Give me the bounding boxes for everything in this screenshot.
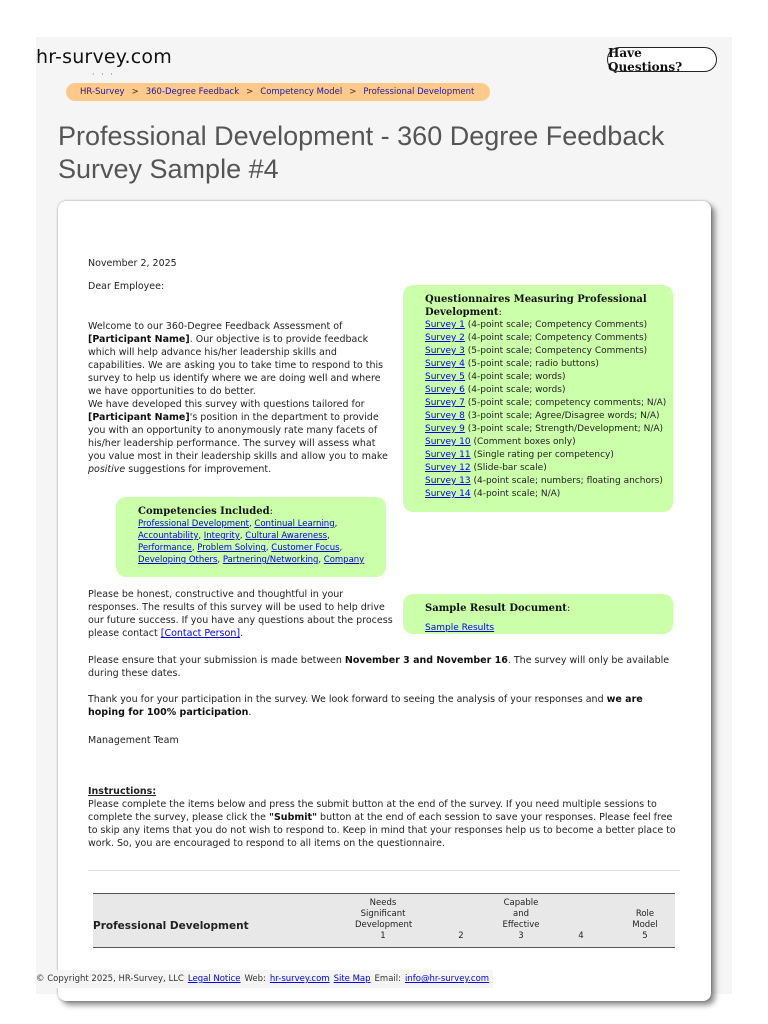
breadcrumb-separator: > xyxy=(246,87,254,97)
competency-link[interactable]: Partnering/Networking xyxy=(222,555,319,565)
col-number: 5 xyxy=(642,931,648,941)
survey-list-item xyxy=(425,397,665,410)
competency-link[interactable]: Professional Development xyxy=(138,519,250,529)
legal-notice-link[interactable]: Legal Notice xyxy=(187,974,241,984)
competency-link[interactable]: Problem Solving xyxy=(197,543,266,553)
competency-label: Professional Development xyxy=(93,920,249,932)
site-map-link[interactable]: Site Map xyxy=(333,974,371,984)
survey-list-item xyxy=(425,436,665,449)
col-label: Development xyxy=(355,920,413,930)
survey-description: (4-point scale; Competency Comments) xyxy=(464,333,648,343)
participant-name: [Participant Name] xyxy=(88,334,190,345)
text: . xyxy=(240,628,244,639)
scale-col-5 xyxy=(617,898,673,942)
letter-paragraph-thanks xyxy=(88,693,678,719)
survey-link[interactable]: Survey 5 xyxy=(425,372,465,382)
col-label: Capable xyxy=(503,898,539,908)
letter-paragraph-welcome xyxy=(88,320,393,398)
survey-description: (4-point scale; Competency Comments) xyxy=(464,320,648,330)
survey-description: (5-point scale; competency comments; N/A) xyxy=(464,398,667,408)
survey-link[interactable]: Survey 12 xyxy=(425,463,471,473)
heading-text: Questionnaires Measuring Professional Development xyxy=(425,294,647,318)
survey-description: (5-point scale; Competency Comments) xyxy=(464,346,648,356)
heading-text: Competencies Included xyxy=(138,506,270,517)
competency-link[interactable]: Continual Learning xyxy=(254,519,335,529)
colon: : xyxy=(269,506,274,517)
survey-list xyxy=(425,319,665,501)
letter-greeting: Dear Employee: xyxy=(88,281,165,292)
logo-subtext: · · · xyxy=(92,70,115,79)
survey-description: (3-point scale; Strength/Development; N/A) xyxy=(464,424,664,434)
text: button at the end of each session to save your responses. Please feel free to skip any items that you do not wish to respond to. Keep in mind that your responses help us to become a better place to work. So, you are encouraged to respond to all items on the questionnaire. xyxy=(88,812,676,849)
breadcrumb-360-feedback[interactable]: 360-Degree Feedback xyxy=(145,87,240,97)
survey-list-item xyxy=(425,449,665,462)
survey-link[interactable]: Survey 13 xyxy=(425,476,471,486)
survey-description: (4-point scale; words) xyxy=(464,385,566,395)
col-label: Model xyxy=(632,920,658,930)
page-title: Professional Development - 360 Degree Feedback Survey Sample #4 xyxy=(58,121,665,184)
competencies-box xyxy=(116,497,386,577)
email-link[interactable]: info@hr-survey.com xyxy=(405,974,490,984)
participation-goal: we are hoping for 100% participation xyxy=(88,694,643,718)
survey-link[interactable]: Survey 14 xyxy=(425,489,471,499)
survey-description: (4-point scale; N/A) xyxy=(470,489,561,499)
website-link[interactable]: hr-survey.com xyxy=(269,974,330,984)
survey-list-item xyxy=(425,319,665,332)
survey-list-item xyxy=(425,410,665,423)
letter-paragraph-honest xyxy=(88,588,393,640)
survey-link[interactable]: Survey 2 xyxy=(425,333,465,343)
breadcrumb-professional-development[interactable]: Professional Development xyxy=(363,87,475,97)
text: Welcome to our 360-Degree Feedback Assessment of xyxy=(88,321,343,332)
col-number: 2 xyxy=(458,931,464,941)
text: We have developed this survey with questions tailored for xyxy=(88,399,365,410)
questionnaires-heading xyxy=(425,293,665,319)
text: 's position in the department to provide you with an opportunity to anonymously rate many facets of his/her leadership performance. The survey will assess what you value most in their leadership skills and allow you to make xyxy=(88,412,388,462)
date-range: November 3 and November 16 xyxy=(344,655,508,666)
letter-signoff: Management Team xyxy=(88,735,179,746)
footer xyxy=(36,970,493,988)
col-label: Significant xyxy=(360,909,406,919)
survey-list-item xyxy=(425,358,665,371)
col-number: 3 xyxy=(518,931,524,941)
letter-paragraph-survey xyxy=(88,398,393,476)
divider xyxy=(88,870,680,871)
text: . Our objective is to provide feedback which will help advance his/her leadership skills and capabilities. We are asking you to take time to respond to this survey to help us identify where we are doing well and where we have opportunities to do better. xyxy=(88,334,384,397)
survey-link[interactable]: Survey 7 xyxy=(425,398,465,408)
survey-link[interactable]: Survey 9 xyxy=(425,424,465,434)
site-logo[interactable]: hr-survey.com xyxy=(36,46,172,68)
survey-description: (Slide-bar scale) xyxy=(470,463,547,473)
scale-col-2 xyxy=(433,898,489,942)
heading-text: Sample Result Document xyxy=(425,603,567,614)
breadcrumb xyxy=(66,83,490,101)
colon: : xyxy=(498,307,502,318)
text: Please complete the items below and press the submit button at the end of the survey. If you need multiple sessions to complete the survey, please click the xyxy=(88,799,657,823)
rating-table-header xyxy=(93,893,675,948)
breadcrumb-competency-model[interactable]: Competency Model xyxy=(260,87,343,97)
letter-paragraph-dates xyxy=(88,654,678,680)
have-questions-button[interactable]: Have Questions? xyxy=(607,47,717,72)
scale-col-1 xyxy=(355,898,411,942)
competency-link[interactable]: Integrity xyxy=(203,531,240,541)
competency-link[interactable]: Customer Focus xyxy=(271,543,340,553)
survey-list-item xyxy=(425,384,665,397)
survey-link[interactable]: Survey 10 xyxy=(425,437,471,447)
survey-link[interactable]: Survey 6 xyxy=(425,385,465,395)
survey-description: (Single rating per competency) xyxy=(470,450,614,460)
competency-link[interactable]: Cultural Awareness xyxy=(245,531,328,541)
contact-person-link[interactable]: [Contact Person] xyxy=(160,628,241,639)
survey-description: (Comment boxes only) xyxy=(470,437,576,447)
survey-link[interactable]: Survey 3 xyxy=(425,346,465,356)
scale-col-3 xyxy=(493,898,549,942)
survey-link[interactable]: Survey 11 xyxy=(425,450,471,460)
instructions-heading: Instructions: xyxy=(88,786,157,797)
competency-links: Professional Development, Continual Learning, Accountability, Integrity, Cultural Awareness, Performance, Problem Solving, Customer Focus, Developing Others, Partnering/Networking, Company xyxy=(138,519,365,565)
survey-list-item xyxy=(425,488,665,501)
col-label: Role xyxy=(635,909,655,919)
survey-description: (4-point scale; words) xyxy=(464,372,566,382)
web-label: Web: xyxy=(244,974,266,984)
survey-link[interactable]: Survey 8 xyxy=(425,411,465,421)
text: suggestions for improvement. xyxy=(125,464,272,475)
competencies-heading xyxy=(138,505,378,518)
competency-link[interactable]: Developing Others xyxy=(138,555,218,565)
text: . xyxy=(248,707,252,718)
scale-col-4 xyxy=(553,898,609,942)
survey-link[interactable]: Survey 1 xyxy=(425,320,465,330)
survey-list-item xyxy=(425,475,665,488)
instructions-text xyxy=(88,798,682,850)
col-label: Needs xyxy=(369,898,397,908)
breadcrumb-separator: > xyxy=(349,87,357,97)
letter-date: November 2, 2025 xyxy=(88,258,177,269)
survey-description: (4-point scale; numbers; floating anchors) xyxy=(470,476,663,486)
competency-link[interactable]: Accountability xyxy=(138,531,199,541)
competency-link[interactable]: Performance xyxy=(138,543,192,553)
text: Please ensure that your submission is made between xyxy=(88,655,345,666)
col-number: 4 xyxy=(578,931,584,941)
questionnaires-box xyxy=(403,285,673,512)
submit-keyword: "Submit" xyxy=(269,812,318,823)
sample-result-box xyxy=(403,594,673,634)
breadcrumb-separator: > xyxy=(131,87,139,97)
survey-description: (5-point scale; radio buttons) xyxy=(464,359,599,369)
survey-list-item xyxy=(425,423,665,436)
survey-description: (3-point scale; Agree/Disagree words; N/A) xyxy=(464,411,660,421)
email-label: Email: xyxy=(374,974,401,984)
col-label: and xyxy=(513,909,529,919)
copyright-text: © Copyright 2025, HR-Survey, LLC xyxy=(36,974,184,984)
emphasis: positive xyxy=(88,464,126,475)
sample-result-heading xyxy=(425,602,665,615)
col-label: Effective xyxy=(502,920,540,930)
survey-list-item xyxy=(425,462,665,475)
sample-results-link[interactable]: Sample Results xyxy=(425,623,495,633)
text: Please be honest, constructive and thoughtful in your responses. The results of this survey will be used to help drive our future success. If you have any questions about the process please contact xyxy=(88,589,393,639)
breadcrumb-hr-survey[interactable]: HR-Survey xyxy=(80,87,125,97)
participant-name: [Participant Name] xyxy=(88,412,190,423)
survey-list-item xyxy=(425,371,665,384)
survey-list-item xyxy=(425,345,665,358)
survey-link[interactable]: Survey 4 xyxy=(425,359,465,369)
text: Thank you for your participation in the survey. We look forward to seeing the analysis of your responses and xyxy=(88,694,607,705)
text: . The survey will only be available during these dates. xyxy=(88,655,670,679)
col-number: 1 xyxy=(380,931,386,941)
survey-list-item xyxy=(425,332,665,345)
colon: : xyxy=(566,603,571,614)
competency-link[interactable]: Company xyxy=(323,555,365,565)
